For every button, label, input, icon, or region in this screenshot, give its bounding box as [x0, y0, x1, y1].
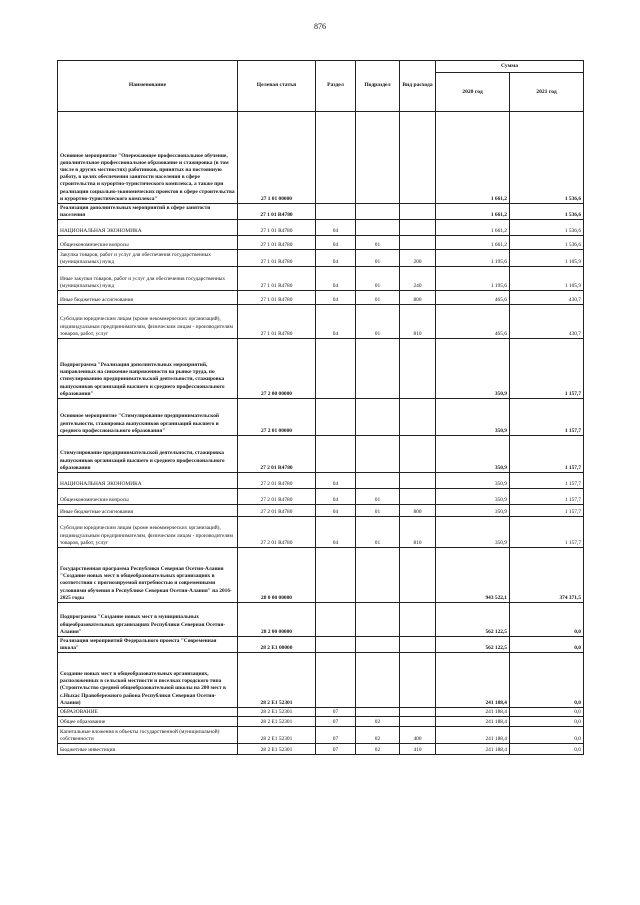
row-section: 04: [316, 236, 356, 250]
table-row: [58, 505, 584, 517]
row-name: Создание новых мест в общеобразовательных организациях, расположенных в сельской местности и поселках городского типа (Строительство средней общеобразовательной школы на 200 мест в с.Ныхас Правобережного района Республики Северная Осетия-Алания): [58, 653, 238, 708]
row-sum-2021: 0,0: [510, 717, 584, 727]
row-target: 27 1 01 R4780: [238, 291, 316, 305]
row-sum-2021: 1 536,6: [510, 112, 584, 204]
row-exp-type: 800: [400, 505, 436, 517]
row-exp-type: [400, 236, 436, 250]
row-name: Общеэкономические вопросы: [58, 489, 238, 505]
row-exp-type: [400, 653, 436, 708]
row-name: Закупка товаров, работ и услуг для обеспечения государственных (муниципальных) нужд: [58, 250, 238, 267]
row-sum-2020: 1 661,2: [436, 204, 510, 220]
row-sum-2020: 1 661,2: [436, 236, 510, 250]
table-row: [58, 548, 584, 603]
table-row: [58, 603, 584, 637]
row-exp-type: [400, 399, 436, 436]
row-sum-2020: 465,6: [436, 291, 510, 305]
row-section: [316, 399, 356, 436]
row-section: [316, 603, 356, 637]
row-name: Общеэкономические вопросы: [58, 236, 238, 250]
header-section: Раздел: [316, 61, 356, 112]
row-target: 27 1 01 00000: [238, 112, 316, 204]
row-subsection: [356, 399, 400, 436]
row-sum-2020: 241 188,4: [436, 727, 510, 744]
row-target: 28 2 E1 52301: [238, 744, 316, 755]
row-sum-2021: 0,0: [510, 744, 584, 755]
row-exp-type: [400, 220, 436, 236]
table-row: [58, 517, 584, 548]
row-subsection: 02: [356, 727, 400, 744]
row-section: [316, 112, 356, 204]
row-exp-type: [400, 637, 436, 653]
row-sum-2021: 1 536,6: [510, 220, 584, 236]
row-section: 07: [316, 708, 356, 717]
row-exp-type: 810: [400, 517, 436, 548]
table-row: [58, 204, 584, 220]
row-sum-2021: 1 536,6: [510, 204, 584, 220]
budget-table: [57, 60, 584, 755]
page-number: 876: [314, 22, 326, 31]
row-subsection: [356, 112, 400, 204]
row-section: 07: [316, 727, 356, 744]
table-row: [58, 717, 584, 727]
row-subsection: [356, 220, 400, 236]
row-name: Иные бюджетные ассигнования: [58, 505, 238, 517]
row-exp-type: [400, 112, 436, 204]
row-section: 04: [316, 517, 356, 548]
row-subsection: [356, 603, 400, 637]
row-target: 27 2 01 R4780: [238, 473, 316, 489]
row-exp-type: [400, 548, 436, 603]
table-row: [58, 637, 584, 653]
row-sum-2020: 350,9: [436, 505, 510, 517]
row-sum-2020: 350,9: [436, 517, 510, 548]
row-sum-2021: 1 157,7: [510, 517, 584, 548]
row-sum-2021: 0,0: [510, 653, 584, 708]
row-target: 27 2 01 R4780: [238, 505, 316, 517]
row-name: Капитальные вложения в объекты государственной (муниципальной) собственности: [58, 727, 238, 744]
table-row: [58, 399, 584, 436]
row-sum-2021: 0,0: [510, 708, 584, 717]
row-target: 27 1 01 R4780: [238, 236, 316, 250]
row-target: 28 0 00 00000: [238, 548, 316, 603]
row-name: Иные бюджетные ассигнования: [58, 291, 238, 305]
row-section: 04: [316, 505, 356, 517]
row-name: Общее образование: [58, 717, 238, 727]
header-exp-type: Вид расхода: [400, 61, 436, 112]
table-row: [58, 220, 584, 236]
row-sum-2020: 1 661,2: [436, 112, 510, 204]
row-name: ОБРАЗОВАНИЕ: [58, 708, 238, 717]
row-exp-type: 410: [400, 744, 436, 755]
row-section: [316, 653, 356, 708]
row-target: 28 2 E1 52301: [238, 717, 316, 727]
header-subsection: Подраздел: [356, 61, 400, 112]
row-target: 27 1 01 R4780: [238, 220, 316, 236]
row-target: 27 2 01 R4780: [238, 517, 316, 548]
table-row: [58, 305, 584, 339]
table-row: [58, 250, 584, 267]
row-subsection: 01: [356, 267, 400, 291]
row-subsection: [356, 473, 400, 489]
row-sum-2020: 241 188,4: [436, 744, 510, 755]
row-target: 27 1 01 R4780: [238, 204, 316, 220]
row-sum-2020: 350,9: [436, 399, 510, 436]
row-sum-2020: 350,9: [436, 473, 510, 489]
row-sum-2020: 350,9: [436, 489, 510, 505]
row-sum-2021: 1 157,7: [510, 489, 584, 505]
row-exp-type: [400, 473, 436, 489]
row-target: 28 2 E1 52301: [238, 727, 316, 744]
header-2021: 2021 год: [510, 73, 584, 112]
table-row: [58, 236, 584, 250]
row-section: [316, 548, 356, 603]
row-target: 27 2 01 R4780: [238, 489, 316, 505]
row-name: Основное мероприятие "Опережающее профессиональное обучение, дополнительное профессиональное образование и стажировка (в том числе в других местностях) работников, принятых на постоянную работу, в целях обеспечения занятости населения в сфере строительства и курортно-туристического комплекса, а также при реализации социально-экономических проектов в сфере строительства и курортно-туристического комплекса": [58, 112, 238, 204]
row-subsection: [356, 653, 400, 708]
row-section: [316, 637, 356, 653]
row-exp-type: [400, 708, 436, 717]
row-exp-type: [400, 436, 436, 473]
table-row: [58, 339, 584, 399]
row-target: 28 2 E1 00000: [238, 637, 316, 653]
row-sum-2021: 1 157,7: [510, 399, 584, 436]
table-row: [58, 436, 584, 473]
table-row: [58, 708, 584, 717]
row-sum-2021: 1 157,7: [510, 473, 584, 489]
row-subsection: 01: [356, 505, 400, 517]
row-subsection: [356, 339, 400, 399]
row-sum-2020: 241 188,4: [436, 653, 510, 708]
row-name: Основное мероприятие "Стимулирование предпринимательской деятельности, стажировка выпускников организаций высшего и среднего профессионального образования": [58, 399, 238, 436]
row-sum-2021: 1 157,7: [510, 436, 584, 473]
row-subsection: 01: [356, 305, 400, 339]
row-subsection: 01: [356, 250, 400, 267]
row-target: 27 1 01 R4780: [238, 267, 316, 291]
row-name: Иные закупки товаров, работ и услуг для обеспечения государственных (муниципальных) нужд: [58, 267, 238, 291]
row-name: Государственная программа Республики Северная Осетия-Алания "Создание новых мест в общеобразовательных организациях в соответствии с прогнозируемой потребностью и современными условиями обучения в Республике Северная Осетия-Алания" на 2016-2025 годы: [58, 548, 238, 603]
row-sum-2020: 1 661,2: [436, 220, 510, 236]
row-sum-2020: 1 195,6: [436, 267, 510, 291]
row-sum-2021: 1 157,7: [510, 339, 584, 399]
row-name: Субсидии юридическим лицам (кроме некоммерческих организаций), индивидуальным предпринимателям, физическим лицам - производителям товаров, работ, услуг: [58, 517, 238, 548]
row-sum-2021: 1 105,9: [510, 250, 584, 267]
row-sum-2021: 1 536,6: [510, 236, 584, 250]
row-subsection: 01: [356, 517, 400, 548]
row-target: 28 2 00 00000: [238, 603, 316, 637]
row-section: 04: [316, 291, 356, 305]
table-row: [58, 291, 584, 305]
row-exp-type: 400: [400, 727, 436, 744]
row-sum-2021: 430,7: [510, 305, 584, 339]
header-target: Целевая статья: [238, 61, 316, 112]
row-name: Бюджетные инвестиции: [58, 744, 238, 755]
row-name: Подпрограмма "Реализация дополнительных мероприятий, направленных на снижение напряженности на рынке труда, по стимулированию предпринимательской деятельности, стажировка выпускников организаций высшего и среднего профессионального образования": [58, 339, 238, 399]
table-row: [58, 112, 584, 204]
row-subsection: [356, 708, 400, 717]
row-sum-2020: 350,9: [436, 339, 510, 399]
table-row: [58, 653, 584, 708]
row-section: 04: [316, 220, 356, 236]
row-name: Стимулирование предпринимательской деятельности, стажировка выпускников организаций высшего и среднего профессионального образования: [58, 436, 238, 473]
row-sum-2020: 1 195,6: [436, 250, 510, 267]
row-name: НАЦИОНАЛЬНАЯ ЭКОНОМИКА: [58, 473, 238, 489]
row-section: [316, 436, 356, 473]
row-exp-type: [400, 339, 436, 399]
row-name: Реализация дополнительных мероприятий в сфере занятости населения: [58, 204, 238, 220]
row-section: 07: [316, 717, 356, 727]
row-exp-type: [400, 603, 436, 637]
row-target: 27 2 01 00000: [238, 399, 316, 436]
row-sum-2020: 350,9: [436, 436, 510, 473]
row-target: 28 2 E1 52301: [238, 653, 316, 708]
header-name: Наименование: [58, 61, 238, 112]
row-section: 07: [316, 744, 356, 755]
row-exp-type: [400, 489, 436, 505]
row-sum-2021: 374 371,5: [510, 548, 584, 603]
row-sum-2020: 465,6: [436, 305, 510, 339]
row-subsection: 01: [356, 291, 400, 305]
header-sum: Сумма: [436, 61, 584, 73]
row-subsection: [356, 637, 400, 653]
row-subsection: [356, 436, 400, 473]
header-2020: 2020 год: [436, 73, 510, 112]
row-target: 27 2 00 00000: [238, 339, 316, 399]
row-name: Подпрограмма "Создание новых мест в муниципальных общеобразовательных организациях Республики Северная Осетия-Алания": [58, 603, 238, 637]
row-exp-type: [400, 204, 436, 220]
table-row: [58, 744, 584, 755]
row-section: 04: [316, 305, 356, 339]
row-name: Субсидии юридическим лицам (кроме некоммерческих организаций), индивидуальным предпринимателям, физическим лицам - производителям товаров, работ, услуг: [58, 305, 238, 339]
row-subsection: 01: [356, 489, 400, 505]
row-sum-2021: 430,7: [510, 291, 584, 305]
row-subsection: [356, 204, 400, 220]
row-section: [316, 339, 356, 399]
table-row: [58, 489, 584, 505]
row-section: 04: [316, 267, 356, 291]
row-subsection: 01: [356, 236, 400, 250]
table-row: [58, 473, 584, 489]
row-target: 27 1 01 R4780: [238, 250, 316, 267]
row-section: 04: [316, 473, 356, 489]
table-body: [58, 112, 584, 755]
row-sum-2020: 241 188,4: [436, 708, 510, 717]
row-sum-2021: 1 157,7: [510, 505, 584, 517]
row-sum-2020: 241 188,4: [436, 717, 510, 727]
row-subsection: 02: [356, 744, 400, 755]
row-subsection: [356, 548, 400, 603]
row-sum-2021: 0,0: [510, 637, 584, 653]
row-exp-type: 800: [400, 291, 436, 305]
row-target: 27 2 01 R4780: [238, 436, 316, 473]
row-subsection: 02: [356, 717, 400, 727]
row-section: [316, 204, 356, 220]
row-sum-2020: 562 122,5: [436, 603, 510, 637]
row-exp-type: 240: [400, 267, 436, 291]
row-name: Реализация мероприятий Федерального проекта "Современная школа": [58, 637, 238, 653]
row-sum-2021: 0,0: [510, 727, 584, 744]
row-sum-2021: 1 105,9: [510, 267, 584, 291]
row-section: 04: [316, 489, 356, 505]
row-target: 27 1 01 R4780: [238, 305, 316, 339]
table-row: [58, 727, 584, 744]
table-row: [58, 267, 584, 291]
row-exp-type: 200: [400, 250, 436, 267]
row-sum-2020: 943 522,1: [436, 548, 510, 603]
row-sum-2020: 562 122,5: [436, 637, 510, 653]
row-name: НАЦИОНАЛЬНАЯ ЭКОНОМИКА: [58, 220, 238, 236]
row-target: 28 2 E1 52301: [238, 708, 316, 717]
row-sum-2021: 0,0: [510, 603, 584, 637]
row-section: 04: [316, 250, 356, 267]
row-exp-type: [400, 717, 436, 727]
row-exp-type: 810: [400, 305, 436, 339]
